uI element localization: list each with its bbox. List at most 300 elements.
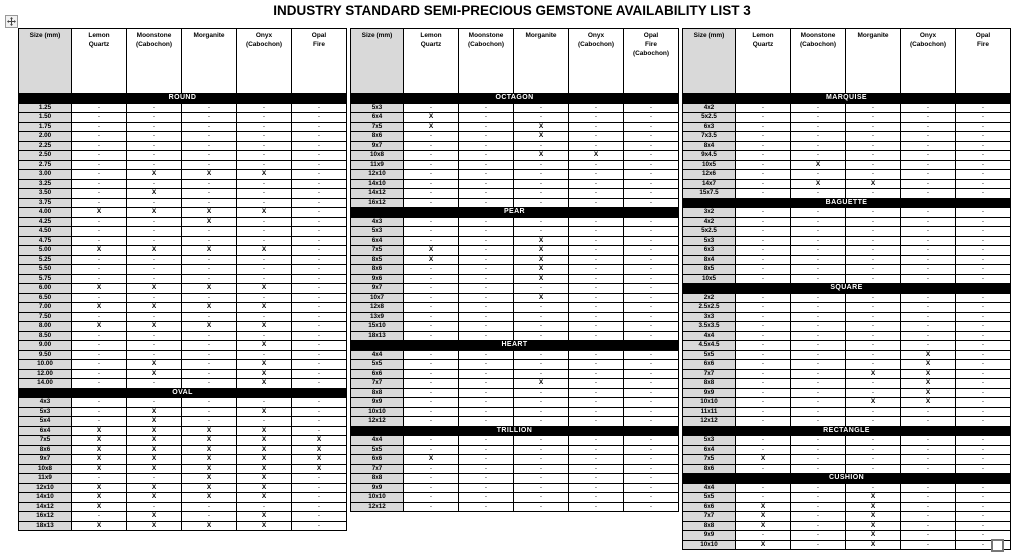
size-cell: 4x3	[351, 217, 404, 227]
availability-cell: -	[846, 132, 901, 142]
size-cell: 3.25	[19, 179, 72, 189]
section-header-round: ROUND	[19, 94, 347, 104]
availability-cell: X	[127, 464, 182, 474]
availability-cell: X	[237, 521, 292, 531]
availability-cell: X	[182, 426, 237, 436]
availability-cell: -	[404, 350, 459, 360]
availability-cell: -	[901, 179, 956, 189]
availability-cell: X	[846, 502, 901, 512]
availability-cell: -	[624, 122, 679, 132]
availability-cell: -	[956, 151, 1011, 161]
availability-cell: X	[127, 493, 182, 503]
availability-cell: -	[514, 113, 569, 123]
availability-cell: -	[624, 303, 679, 313]
availability-cell: -	[846, 312, 901, 322]
size-cell: 4.25	[19, 217, 72, 227]
availability-cell: -	[182, 255, 237, 265]
availability-cell: -	[901, 512, 956, 522]
availability-cell: -	[791, 493, 846, 503]
availability-cell: -	[569, 113, 624, 123]
availability-cell: -	[791, 455, 846, 465]
availability-cell: -	[569, 246, 624, 256]
size-cell: 12x6	[683, 170, 736, 180]
size-cell: 6x6	[683, 502, 736, 512]
availability-cell: -	[569, 217, 624, 227]
table-row	[683, 141, 1011, 151]
table-row	[683, 170, 1011, 180]
availability-cell: -	[72, 417, 127, 427]
size-cell: 4x4	[351, 350, 404, 360]
availability-cell: -	[404, 132, 459, 142]
availability-cell: -	[182, 274, 237, 284]
availability-cell: -	[791, 350, 846, 360]
availability-table-marquise-baguette-square-rectangle-cushion	[682, 28, 1011, 550]
availability-cell: X	[127, 284, 182, 294]
availability-cell: -	[901, 217, 956, 227]
table-row	[683, 265, 1011, 275]
availability-cell: X	[127, 426, 182, 436]
table-row	[351, 170, 679, 180]
availability-cell: -	[956, 407, 1011, 417]
section-row	[351, 426, 679, 436]
size-cell: 3.5x3.5	[683, 322, 736, 332]
size-cell: 6x3	[683, 122, 736, 132]
availability-cell: -	[127, 379, 182, 389]
availability-cell: -	[514, 103, 569, 113]
availability-cell: -	[292, 246, 347, 256]
table-row	[19, 255, 347, 265]
availability-cell: -	[624, 217, 679, 227]
availability-cell: -	[292, 122, 347, 132]
table-resize-handle[interactable]	[991, 539, 1004, 552]
availability-cell: -	[292, 274, 347, 284]
availability-cell: -	[237, 141, 292, 151]
availability-cell: -	[901, 322, 956, 332]
availability-cell: X	[404, 455, 459, 465]
availability-cell: -	[956, 540, 1011, 550]
availability-cell: -	[404, 407, 459, 417]
availability-cell: -	[404, 436, 459, 446]
availability-cell: -	[901, 502, 956, 512]
availability-cell: -	[514, 322, 569, 332]
availability-cell: -	[624, 265, 679, 275]
availability-cell: X	[514, 236, 569, 246]
availability-cell: -	[736, 445, 791, 455]
table-row	[19, 217, 347, 227]
availability-cell: -	[956, 369, 1011, 379]
availability-cell: -	[901, 141, 956, 151]
availability-cell: -	[901, 113, 956, 123]
availability-cell: -	[791, 189, 846, 199]
availability-cell: -	[72, 151, 127, 161]
size-cell: 14x12	[351, 189, 404, 199]
availability-cell: -	[72, 170, 127, 180]
size-cell: 13x9	[351, 312, 404, 322]
availability-cell: X	[901, 360, 956, 370]
availability-cell: -	[404, 274, 459, 284]
availability-cell: -	[182, 227, 237, 237]
availability-cell: -	[459, 141, 514, 151]
availability-cell: -	[237, 312, 292, 322]
availability-cell: -	[404, 189, 459, 199]
availability-cell: -	[736, 227, 791, 237]
availability-cell: -	[791, 303, 846, 313]
size-cell: 4x4	[683, 483, 736, 493]
availability-cell: X	[182, 521, 237, 531]
size-cell: 5x5	[683, 493, 736, 503]
availability-cell: -	[72, 255, 127, 265]
table-row	[683, 322, 1011, 332]
availability-cell: -	[846, 417, 901, 427]
availability-cell: -	[956, 398, 1011, 408]
availability-cell: -	[459, 255, 514, 265]
availability-cell: -	[569, 274, 624, 284]
table-row	[19, 113, 347, 123]
availability-cell: -	[624, 141, 679, 151]
availability-cell: -	[404, 445, 459, 455]
size-cell: 5x3	[351, 103, 404, 113]
availability-cell: X	[182, 208, 237, 218]
availability-cell: X	[237, 455, 292, 465]
availability-cell: X	[292, 464, 347, 474]
availability-cell: -	[846, 227, 901, 237]
availability-cell: -	[127, 113, 182, 123]
availability-cell: -	[72, 312, 127, 322]
availability-cell: -	[901, 417, 956, 427]
availability-cell: X	[237, 341, 292, 351]
section-header-pear: PEAR	[351, 208, 679, 218]
availability-cell: -	[846, 236, 901, 246]
table-row	[351, 122, 679, 132]
size-cell: 14.00	[19, 379, 72, 389]
availability-cell: -	[736, 493, 791, 503]
availability-cell: -	[846, 141, 901, 151]
size-cell: 7x5	[351, 246, 404, 256]
availability-cell: -	[846, 113, 901, 123]
availability-cell: -	[569, 407, 624, 417]
availability-cell: -	[736, 274, 791, 284]
availability-cell: -	[182, 360, 237, 370]
column-header-line: Onyx	[919, 32, 937, 39]
size-cell: 6x4	[351, 236, 404, 246]
availability-cell: -	[956, 360, 1011, 370]
table-row	[683, 103, 1011, 113]
column-header-line: Opal	[643, 32, 659, 39]
availability-cell: -	[237, 189, 292, 199]
availability-cell: -	[459, 217, 514, 227]
size-cell: 5x4	[19, 417, 72, 427]
column-header-line: (Cabochon)	[577, 41, 615, 48]
availability-cell: -	[292, 303, 347, 313]
size-cell: 12x8	[351, 303, 404, 313]
availability-cell: -	[292, 512, 347, 522]
availability-cell: -	[901, 436, 956, 446]
size-cell: 9x9	[351, 483, 404, 493]
size-cell: 15x10	[351, 322, 404, 332]
column-header-opal-fire-cabochon	[624, 29, 679, 94]
table-row	[19, 208, 347, 218]
column-header-line: (Cabochon)	[135, 41, 173, 48]
availability-cell: -	[459, 464, 514, 474]
availability-cell: -	[569, 502, 624, 512]
size-cell: 9.50	[19, 350, 72, 360]
table-row	[19, 132, 347, 142]
availability-cell: -	[127, 217, 182, 227]
availability-cell: -	[846, 388, 901, 398]
availability-cell: -	[624, 493, 679, 503]
size-cell: 8x8	[351, 388, 404, 398]
availability-cell: -	[736, 341, 791, 351]
availability-cell: -	[72, 160, 127, 170]
availability-cell: -	[459, 293, 514, 303]
column-header-line: Size (mm)	[29, 32, 61, 39]
availability-cell: -	[956, 483, 1011, 493]
availability-cell: -	[72, 122, 127, 132]
availability-cell: X	[182, 217, 237, 227]
availability-cell: -	[514, 160, 569, 170]
availability-cell: -	[901, 255, 956, 265]
availability-cell: -	[514, 189, 569, 199]
availability-cell: X	[736, 540, 791, 550]
availability-cell: -	[956, 160, 1011, 170]
availability-cell: X	[404, 113, 459, 123]
availability-cell: X	[72, 208, 127, 218]
availability-cell: X	[237, 379, 292, 389]
availability-cell: -	[127, 474, 182, 484]
availability-cell: -	[292, 217, 347, 227]
availability-cell: -	[72, 227, 127, 237]
availability-cell: -	[956, 265, 1011, 275]
section-header-rectangle: RECTANGLE	[683, 426, 1011, 436]
table-row	[683, 436, 1011, 446]
table-row	[19, 512, 347, 522]
table-row	[351, 417, 679, 427]
availability-cell: -	[846, 246, 901, 256]
availability-cell: -	[292, 369, 347, 379]
size-cell: 4.50	[19, 227, 72, 237]
availability-cell: -	[569, 122, 624, 132]
table-row	[683, 540, 1011, 550]
table-row	[19, 521, 347, 531]
table-row	[683, 255, 1011, 265]
column-header-line: Lemon	[420, 32, 442, 39]
availability-cell: -	[569, 474, 624, 484]
section-row	[683, 198, 1011, 208]
availability-cell: -	[846, 170, 901, 180]
availability-cell: -	[459, 445, 514, 455]
availability-cell: -	[292, 417, 347, 427]
table-row	[683, 274, 1011, 284]
column-header-line: Moonstone	[468, 32, 504, 39]
availability-cell: -	[569, 236, 624, 246]
availability-cell: -	[459, 179, 514, 189]
availability-cell: -	[956, 132, 1011, 142]
availability-cell: -	[791, 445, 846, 455]
availability-cell: -	[72, 293, 127, 303]
column-header-sizemm	[19, 29, 72, 94]
availability-cell: -	[736, 322, 791, 332]
table-row	[19, 455, 347, 465]
availability-cell: -	[404, 227, 459, 237]
size-cell: 12x10	[19, 483, 72, 493]
availability-cell: -	[237, 293, 292, 303]
availability-cell: X	[127, 208, 182, 218]
availability-cell: -	[569, 160, 624, 170]
availability-cell: -	[901, 274, 956, 284]
availability-cell: -	[736, 217, 791, 227]
availability-cell: X	[736, 521, 791, 531]
availability-cell: -	[404, 388, 459, 398]
availability-cell: -	[182, 141, 237, 151]
table-row	[19, 341, 347, 351]
availability-cell: -	[404, 293, 459, 303]
availability-cell: -	[292, 341, 347, 351]
availability-cell: -	[736, 265, 791, 275]
size-cell: 12x12	[351, 417, 404, 427]
availability-cell: X	[514, 255, 569, 265]
size-cell: 8x5	[683, 265, 736, 275]
availability-cell: X	[901, 388, 956, 398]
availability-cell: -	[901, 236, 956, 246]
availability-cell: -	[514, 436, 569, 446]
availability-cell: -	[292, 474, 347, 484]
availability-cell: -	[127, 141, 182, 151]
table-row	[19, 379, 347, 389]
table-move-handle[interactable]	[5, 15, 18, 28]
availability-cell: -	[736, 464, 791, 474]
availability-cell: X	[292, 445, 347, 455]
availability-cell: -	[736, 246, 791, 256]
availability-cell: X	[72, 426, 127, 436]
availability-cell: -	[182, 103, 237, 113]
availability-cell: -	[956, 417, 1011, 427]
table-row	[19, 236, 347, 246]
section-row	[683, 474, 1011, 484]
availability-table-round-oval	[18, 28, 347, 531]
availability-cell: -	[127, 265, 182, 275]
column-header-line: Fire	[977, 41, 989, 48]
availability-cell: X	[72, 464, 127, 474]
availability-cell: -	[459, 502, 514, 512]
availability-cell: X	[846, 512, 901, 522]
availability-cell: -	[791, 502, 846, 512]
size-cell: 10x10	[351, 407, 404, 417]
availability-cell: -	[404, 322, 459, 332]
availability-cell: -	[901, 521, 956, 531]
availability-cell: -	[956, 179, 1011, 189]
availability-cell: X	[736, 455, 791, 465]
availability-cell: -	[569, 436, 624, 446]
availability-cell: -	[459, 274, 514, 284]
size-cell: 5x3	[683, 236, 736, 246]
size-cell: 7x7	[351, 464, 404, 474]
availability-cell: -	[514, 398, 569, 408]
availability-cell: -	[846, 455, 901, 465]
availability-cell: -	[404, 398, 459, 408]
size-cell: 4x2	[683, 217, 736, 227]
size-cell: 4x4	[683, 331, 736, 341]
availability-cell: -	[292, 113, 347, 123]
column-header-opal-fire	[292, 29, 347, 94]
table-row	[351, 455, 679, 465]
availability-cell: -	[956, 141, 1011, 151]
availability-cell: -	[846, 436, 901, 446]
column-header-line: (Cabochon)	[245, 41, 283, 48]
table-row	[683, 512, 1011, 522]
availability-cell: -	[72, 265, 127, 275]
availability-cell: -	[569, 170, 624, 180]
availability-cell: -	[791, 379, 846, 389]
availability-cell: -	[459, 122, 514, 132]
availability-cell: -	[569, 293, 624, 303]
column-header-line: Morganite	[857, 32, 889, 39]
availability-cell: -	[127, 502, 182, 512]
availability-cell: -	[569, 350, 624, 360]
availability-cell: -	[459, 436, 514, 446]
table-row	[19, 417, 347, 427]
availability-cell: -	[72, 198, 127, 208]
availability-cell: -	[846, 265, 901, 275]
table-row	[351, 312, 679, 322]
availability-cell: -	[292, 227, 347, 237]
size-cell: 16x12	[351, 198, 404, 208]
availability-cell: -	[127, 236, 182, 246]
availability-cell: -	[292, 179, 347, 189]
availability-cell: -	[791, 132, 846, 142]
availability-cell: -	[292, 132, 347, 142]
column-header-line: Opal	[311, 32, 327, 39]
availability-cell: -	[901, 122, 956, 132]
table-row	[683, 189, 1011, 199]
table-row	[351, 436, 679, 446]
table-row	[19, 474, 347, 484]
availability-cell: -	[459, 151, 514, 161]
table-row	[351, 113, 679, 123]
availability-cell: -	[292, 151, 347, 161]
availability-cell: -	[182, 398, 237, 408]
table-row	[351, 350, 679, 360]
availability-cell: -	[736, 350, 791, 360]
availability-cell: -	[624, 464, 679, 474]
availability-cell: -	[624, 160, 679, 170]
availability-cell: -	[72, 179, 127, 189]
size-cell: 5.75	[19, 274, 72, 284]
availability-cell: -	[956, 122, 1011, 132]
availability-cell: -	[791, 464, 846, 474]
availability-cell: -	[846, 464, 901, 474]
availability-cell: X	[237, 483, 292, 493]
size-cell: 2.75	[19, 160, 72, 170]
availability-cell: -	[736, 331, 791, 341]
availability-cell: -	[514, 388, 569, 398]
availability-cell: -	[956, 531, 1011, 541]
availability-cell: X	[127, 483, 182, 493]
size-cell: 8x4	[683, 141, 736, 151]
table-row	[19, 360, 347, 370]
availability-cell: X	[514, 151, 569, 161]
availability-cell: -	[292, 170, 347, 180]
availability-cell: -	[846, 293, 901, 303]
availability-cell: -	[237, 265, 292, 275]
size-cell: 7x7	[351, 379, 404, 389]
availability-cell: -	[72, 236, 127, 246]
availability-cell: -	[127, 198, 182, 208]
table-row	[351, 236, 679, 246]
size-cell: 2x2	[683, 293, 736, 303]
size-cell: 9x6	[351, 274, 404, 284]
column-header-lemon-quartz	[72, 29, 127, 94]
availability-cell: -	[127, 227, 182, 237]
